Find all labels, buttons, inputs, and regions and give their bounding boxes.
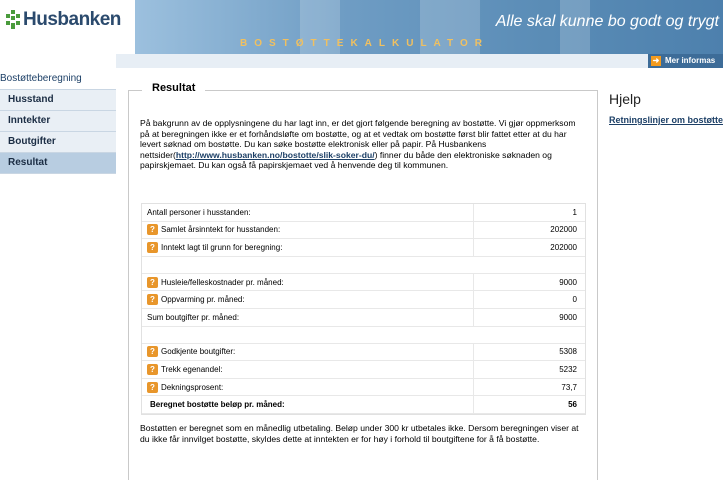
site-header: [0, 0, 723, 54]
help-icon[interactable]: ?: [147, 346, 158, 357]
logo-text: Husbanken: [23, 9, 121, 30]
table-row: ? Dekningsprosent: 73,7: [142, 379, 585, 397]
result-heading: Resultat: [142, 82, 205, 94]
sidebar-title[interactable]: Bostøtteberegning: [0, 73, 82, 84]
help-heading: Hjelp: [609, 91, 641, 107]
application-link[interactable]: http://www.husbanken.no/bostotte/slik-soker-du/: [175, 149, 375, 160]
sidebar-item-boutgifter[interactable]: Boutgifter: [0, 131, 116, 152]
header-slogan: Alle skal kunne bo godt og trygt: [495, 13, 719, 30]
guidelines-link[interactable]: Retningslinjer om bostøtte: [609, 115, 723, 125]
table-row: ? Husleie/felleskostnader pr. måned: 9000: [142, 274, 585, 292]
arrow-right-icon: ➜: [652, 56, 660, 65]
table-row: ? Trekk egenandel: 5232: [142, 361, 585, 379]
help-icon[interactable]: ?: [147, 224, 158, 235]
calculator-title: BOSTØTTEKALKULATOR: [240, 38, 489, 49]
logo[interactable]: [0, 0, 135, 54]
help-icon[interactable]: ?: [147, 277, 158, 288]
sidebar-item-resultat[interactable]: Resultat: [0, 152, 116, 173]
sidebar: [0, 68, 116, 174]
more-info-button[interactable]: [648, 54, 723, 68]
sidebar-item-husstand[interactable]: Husstand: [0, 89, 116, 110]
sidebar-item-inntekter[interactable]: Inntekter: [0, 110, 116, 131]
husbanken-logo-icon: [6, 10, 20, 30]
table-spacer: [142, 327, 585, 344]
help-icon[interactable]: ?: [147, 364, 158, 375]
help-icon[interactable]: ?: [147, 242, 158, 253]
outro-text: Bostøtten er beregnet som en månedlig utbetaling. Beløp under 300 kr utbetales ikke. Dersom beregningen viser at du ikke får innvilget bostøtte, skyldes dette at inntekten er for høy i forhold til boutgiftene for å få bostøtte.: [140, 423, 579, 444]
help-icon[interactable]: ?: [147, 294, 158, 305]
help-icon[interactable]: ?: [147, 382, 158, 393]
intro-text: På bakgrunn av de opplysningene du har lagt inn, er det gjort følgende beregning av bostøtte. Vi gjør oppmerksom på at beregningen ikke er et forhåndsløfte om bostøtte, og at et vedtak om bostøtte først blir fattet etter at du har levert søknad om bostøtte. Du kan søke bostøtte elektronisk eller på papir. På Husbankens nettsider(http://www.husbanken.no/bostotte/slik-soker-du/) finner du både den elektroniske søknaden og papirskjemaet. Du kan også få papirskjemaet ved å henvende deg til kommunen.: [140, 118, 576, 171]
table-spacer: [142, 257, 585, 274]
table-row: ? Godkjente boutgifter: 5308: [142, 344, 585, 362]
table-row: ? Inntekt lagt til grunn for beregning: 202000: [142, 239, 585, 257]
table-row-total: Beregnet bostøtte beløp pr. måned: 56: [142, 396, 585, 414]
table-row: ? Oppvarming pr. måned: 0: [142, 291, 585, 309]
table-row: Antall personer i husstanden: 1: [142, 204, 585, 222]
table-row: Sum boutgifter pr. måned: 9000: [142, 309, 585, 327]
subheader-bar: [116, 54, 723, 68]
more-info-label: Mer informas: [665, 56, 716, 65]
result-table: [141, 203, 586, 415]
table-row: ? Samlet årsinntekt for husstanden: 202000: [142, 222, 585, 240]
